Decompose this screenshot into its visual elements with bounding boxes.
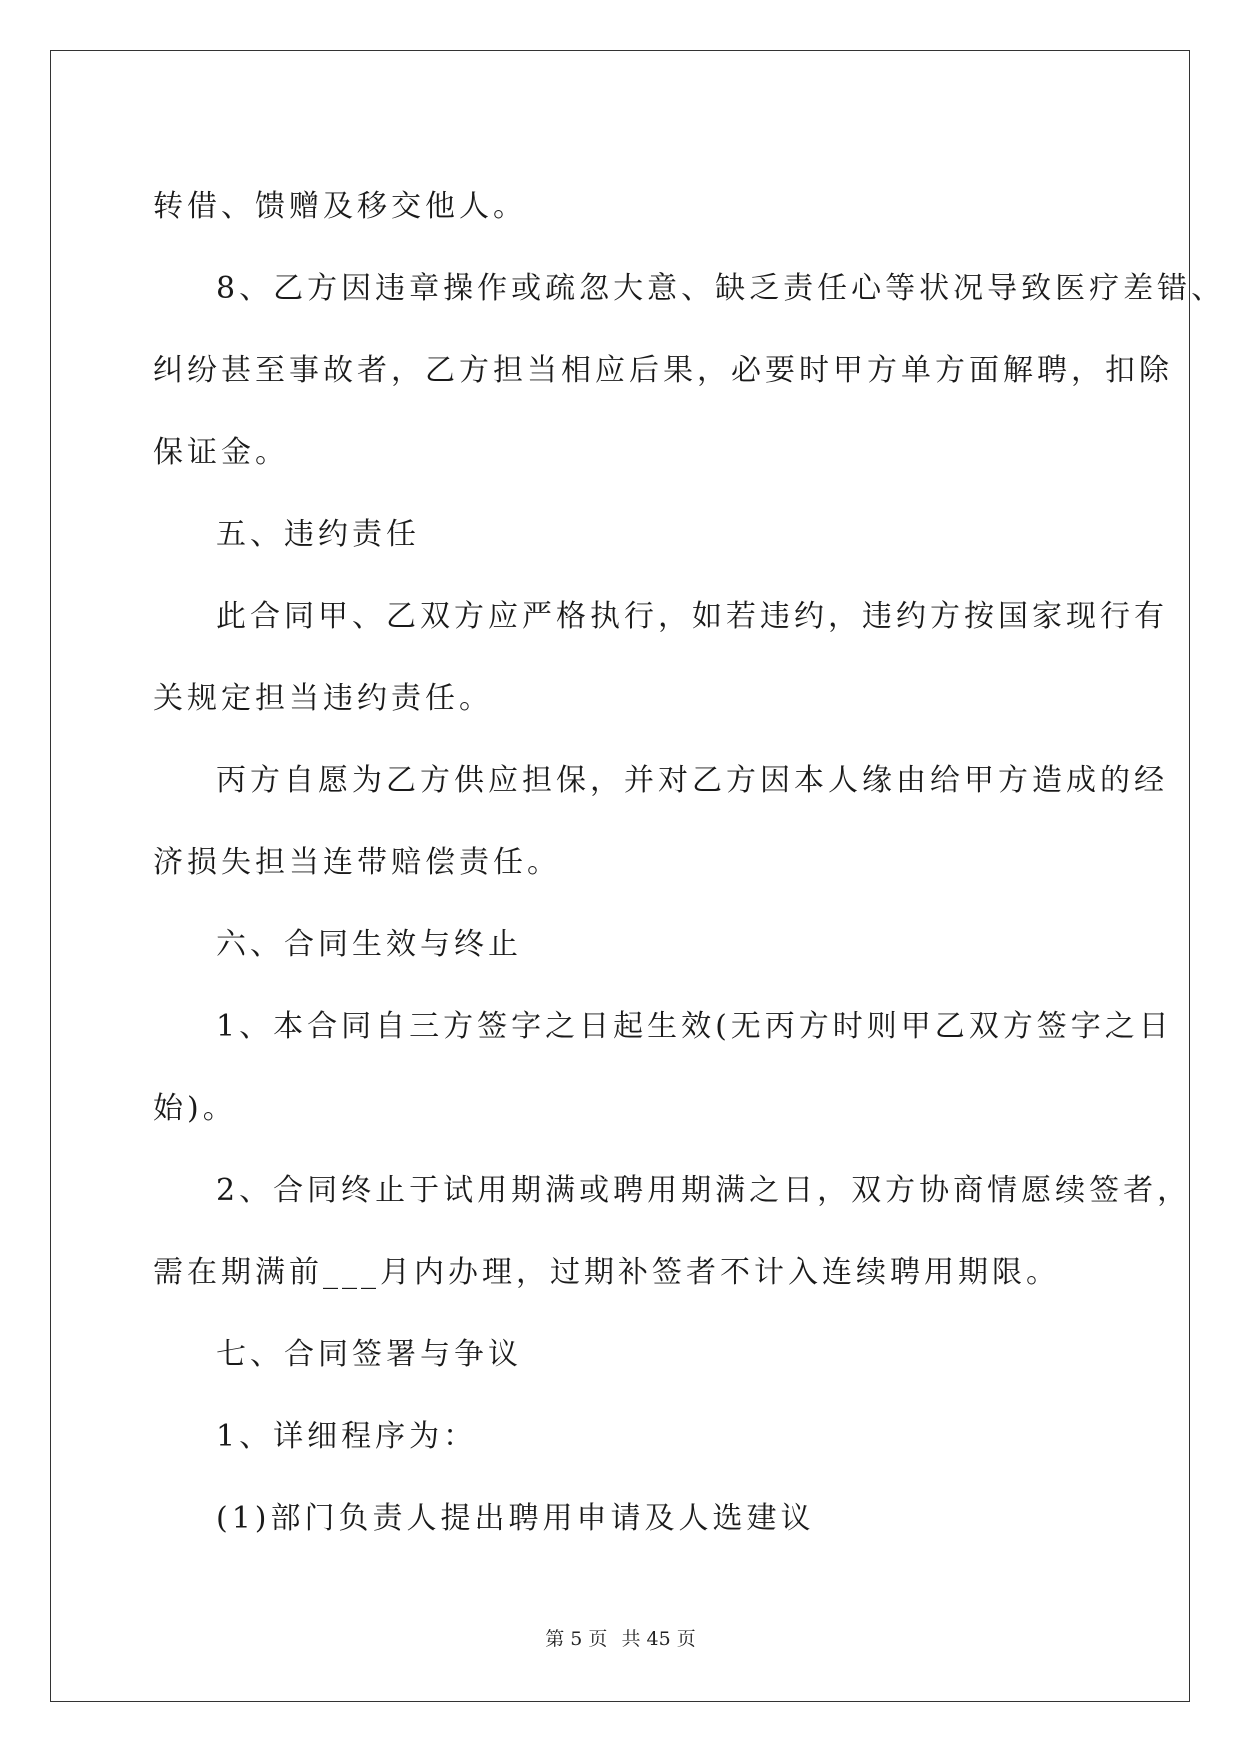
text-line-17: (1)部门负责人提出聘用申请及人选建议	[216, 1501, 815, 1536]
text-line-3: 纠纷甚至事故者，乙方担当相应后果，必要时甲方单方面解聘，扣除	[153, 353, 1173, 388]
text-line-2: 8、乙方因违章操作或疏忽大意、缺乏责任心等状况导致医疗差错、	[216, 271, 1226, 306]
total-pages: 共 45 页	[621, 1628, 696, 1650]
page-footer	[0, 1624, 1241, 1651]
text-line-13: 2、合同终止于试用期满或聘用期满之日，双方协商情愿续签者，	[216, 1173, 1192, 1208]
text-line-4: 保证金。	[153, 435, 289, 470]
text-line-14: 需在期满前___月内办理，过期补签者不计入连续聘用期限。	[153, 1255, 1060, 1290]
text-line-12: 始)。	[153, 1091, 237, 1126]
text-line-16: 1、详细程序为：	[216, 1419, 478, 1454]
text-line-7: 关规定担当违约责任。	[153, 681, 493, 716]
section-heading-6: 六、合同生效与终止	[216, 927, 522, 962]
document-body	[153, 166, 1226, 1560]
text-line-11: 1、本合同自三方签字之日起生效(无丙方时则甲乙双方签字之日	[216, 1009, 1173, 1044]
text-line-6: 此合同甲、乙双方应严格执行，如若违约，违约方按国家现行有	[216, 599, 1168, 634]
text-line-8: 丙方自愿为乙方供应担保，并对乙方因本人缘由给甲方造成的经	[216, 763, 1168, 798]
section-heading-7: 七、合同签署与争议	[216, 1337, 522, 1372]
page-number: 第 5 页	[545, 1628, 608, 1650]
text-line-9: 济损失担当连带赔偿责任。	[153, 845, 561, 880]
text-line-1: 转借、馈赠及移交他人。	[153, 189, 527, 224]
section-heading-5: 五、违约责任	[216, 517, 420, 552]
